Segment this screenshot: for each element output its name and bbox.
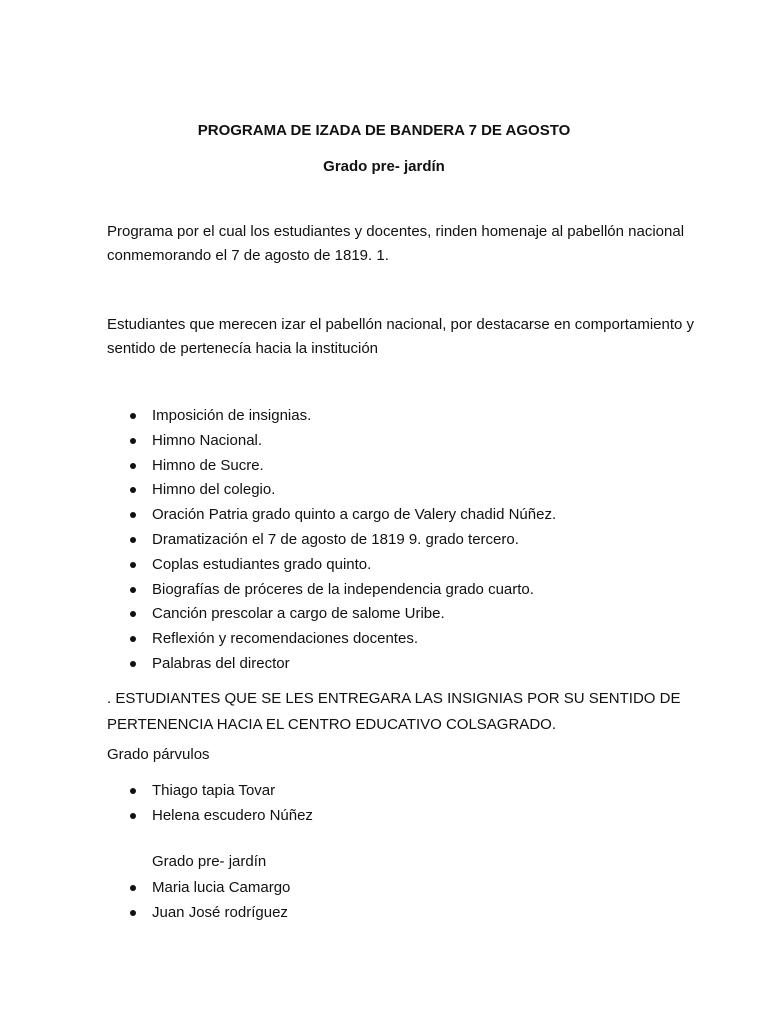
bullet-icon xyxy=(130,463,136,469)
list-item-text: Coplas estudiantes grado quinto. xyxy=(152,555,372,573)
list-item-text: Biografías de próceres de la independencia grado cuarto. xyxy=(152,580,534,598)
parvulos-student-list xyxy=(107,779,313,829)
bullet-icon xyxy=(130,788,136,794)
intro-paragraph: Programa por el cual los estudiantes y docentes, rinden homenaje al pabellón nacional conmemorando el 7 de agosto de 1819. 1. xyxy=(107,223,685,264)
list-item-text: Himno Nacional. xyxy=(152,431,263,449)
list-item xyxy=(107,454,556,479)
list-item xyxy=(107,876,290,901)
students-paragraph: Estudiantes que merecen izar el pabellón nacional, por destacarse en comportamiento y sentido de pertenecía hacia la institución xyxy=(107,316,695,357)
group-label-prejardin: Grado pre- jardín xyxy=(152,853,267,870)
list-item xyxy=(107,429,556,454)
list-item xyxy=(107,404,556,429)
bullet-icon xyxy=(130,438,136,444)
list-item xyxy=(107,503,556,528)
program-list xyxy=(107,404,556,677)
bullet-icon xyxy=(130,885,136,891)
prejardin-student-list xyxy=(107,876,290,926)
list-item xyxy=(107,602,556,627)
student-name: Helena escudero Núñez xyxy=(152,806,313,824)
list-item-text: Dramatización el 7 de agosto de 1819 9. grado tercero. xyxy=(152,530,519,548)
bullet-icon xyxy=(130,636,136,642)
list-item xyxy=(107,528,556,553)
student-name: Thiago tapia Tovar xyxy=(152,782,276,799)
list-item-text: Canción prescolar a cargo de salome Uribe. xyxy=(152,605,445,623)
student-name: Maria lucia Camargo xyxy=(152,879,291,896)
list-item-text: Himno del colegio. xyxy=(152,481,276,499)
document-subtitle: Grado pre- jardín xyxy=(323,158,445,175)
bullet-icon xyxy=(130,537,136,543)
list-item xyxy=(107,553,556,578)
insignias-notice: . ESTUDIANTES QUE SE LES ENTREGARA LAS INSIGNIAS POR SU SENTIDO DE PERTENENCIA HACIA EL CENTRO EDUCATIVO COLSAGRADO. xyxy=(107,690,681,733)
list-item xyxy=(107,478,556,503)
bullet-icon xyxy=(130,587,136,593)
bullet-icon xyxy=(130,487,136,493)
document-title: PROGRAMA DE IZADA DE BANDERA 7 DE AGOSTO xyxy=(197,122,571,139)
list-item xyxy=(107,578,556,603)
student-name: Juan José rodríguez xyxy=(152,903,288,921)
bullet-icon xyxy=(130,813,136,819)
bullet-icon xyxy=(130,562,136,568)
list-item-text: Palabras del director xyxy=(152,654,290,672)
list-item xyxy=(107,779,313,804)
bullet-icon xyxy=(130,413,136,419)
list-item-text: Oración Patria grado quinto a cargo de Valery chadid Núñez. xyxy=(152,506,557,524)
list-item xyxy=(107,804,313,829)
list-item xyxy=(107,901,290,926)
bullet-icon xyxy=(130,661,136,667)
bullet-icon xyxy=(130,512,136,518)
list-item-text: Himno de Sucre. xyxy=(152,456,264,474)
bullet-icon xyxy=(130,611,136,617)
list-item xyxy=(107,627,556,652)
list-item-text: Reflexión y recomendaciones docentes. xyxy=(152,630,418,648)
list-item-text: Imposición de insignias. xyxy=(152,407,312,424)
group-label-parvulos: Grado párvulos xyxy=(107,746,210,763)
bullet-icon xyxy=(130,910,136,916)
list-item xyxy=(107,652,556,677)
